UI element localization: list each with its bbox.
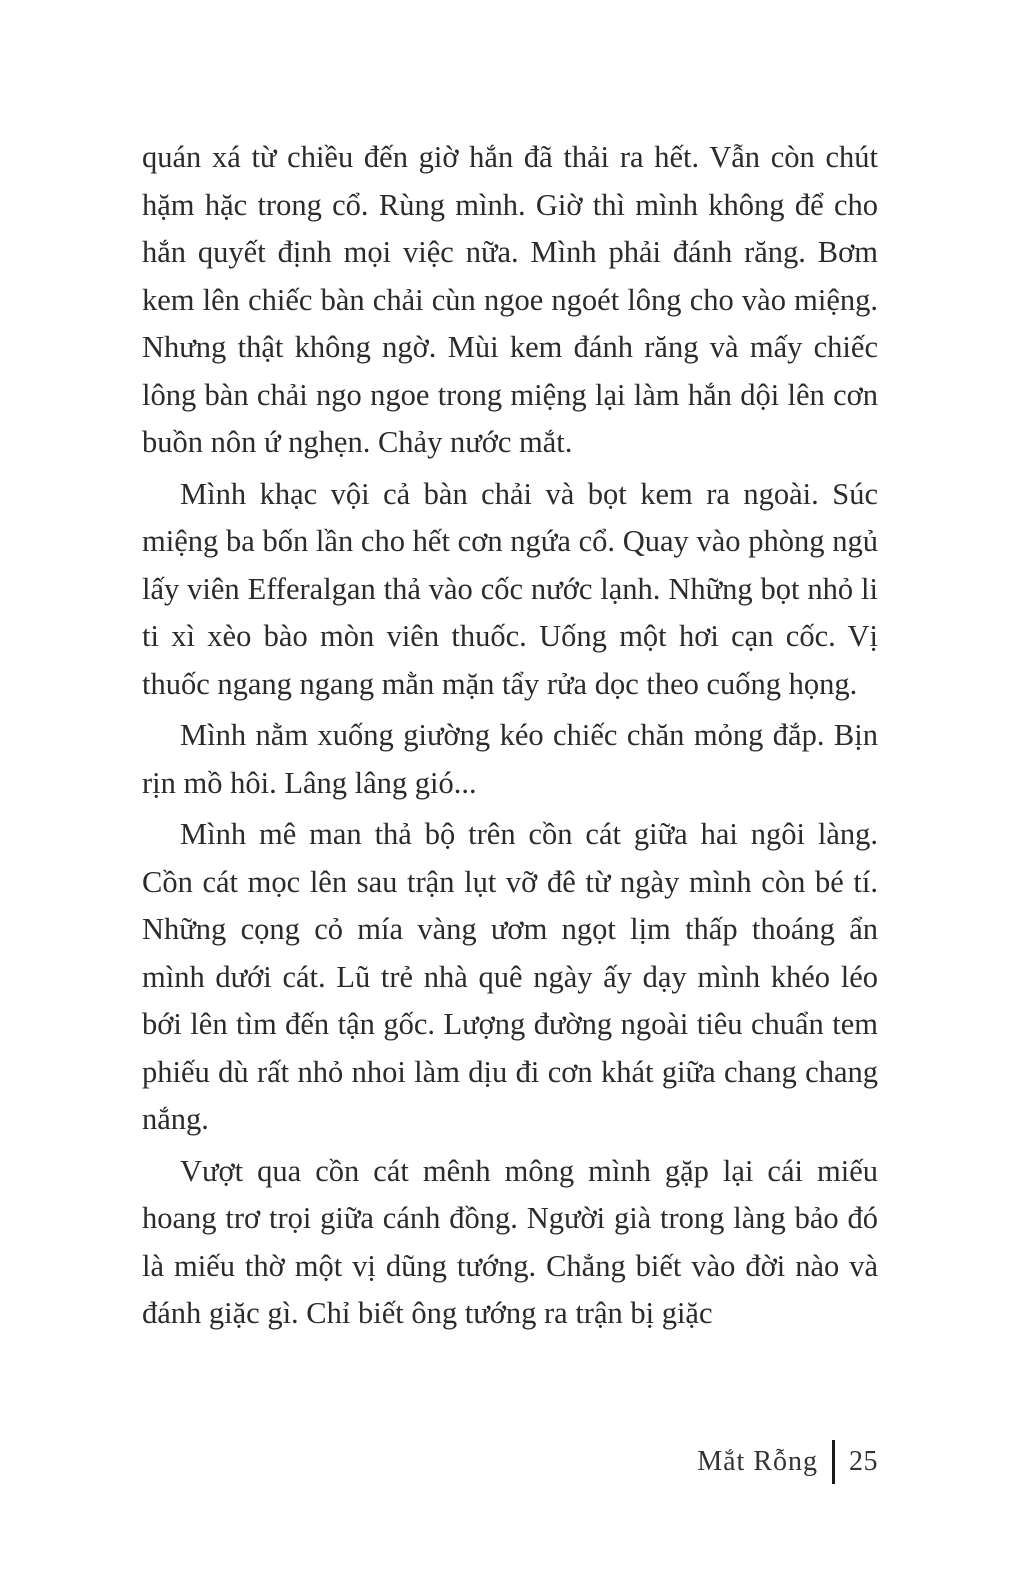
running-title: Mắt Rỗng (697, 1446, 818, 1477)
paragraph-2: Mình khạc vội cả bàn chải và bọt kem ra ngoài. Súc miệng ba bốn lần cho hết cơn ngứa cổ. Quay vào phòng ngủ lấy viên Efferalgan thả vào cốc nước lạnh. Những bọt nhỏ li ti xì xèo bào mòn viên thuốc. Uống một hơi cạn cốc. Vị thuốc ngang ngang mằn mặn tẩy rửa dọc theo cuống họng. (142, 476, 878, 701)
paragraph-1: quán xá từ chiều đến giờ hắn đã thải ra hết. Vẫn còn chút hặm hặc trong cổ. Rùng mình. Giờ thì mình không để cho hắn quyết định mọi việc nữa. Mình phải đánh răng. Bơm kem lên chiếc bàn chải cùn ngoe ngoét lông cho vào miệng. Nhưng thật không ngờ. Mùi kem đánh răng và mấy chiếc lông bàn chải ngo ngoe trong miệng lại làm hắn dội lên cơn buồn nôn ứ nghẹn. Chảy nước mắt. (142, 140, 878, 459)
paragraph-4: Mình mê man thả bộ trên cồn cát giữa hai ngôi làng. Cồn cát mọc lên sau trận lụt vỡ đê từ ngày mình còn bé tí. Những cọng cỏ mía vàng ươm ngọt lịm thấp thoáng ẩn mình dưới cát. Lũ trẻ nhà quê ngày ấy dạy mình khéo léo bới lên tìm đến tận gốc. Lượng đường ngoài tiêu chuẩn tem phiếu dù rất nhỏ nhoi làm dịu đi cơn khát giữa chang chang nắng. (142, 817, 878, 1136)
page-footer (697, 1432, 878, 1492)
paragraph-3: Mình nằm xuống giường kéo chiếc chăn mỏng đắp. Bịn rịn mồ hôi. Lâng lâng gió... (142, 718, 878, 800)
footer-divider (832, 1440, 835, 1484)
body-text (142, 134, 878, 1342)
page-number: 25 (849, 1446, 878, 1477)
paragraph-5: Vượt qua cồn cát mênh mông mình gặp lại cái miếu hoang trơ trọi giữa cánh đồng. Người già trong làng bảo đó là miếu thờ một vị dũng tướng. Chẳng biết vào đời nào và đánh giặc gì. Chỉ biết ông tướng ra trận bị giặc (142, 1153, 878, 1330)
